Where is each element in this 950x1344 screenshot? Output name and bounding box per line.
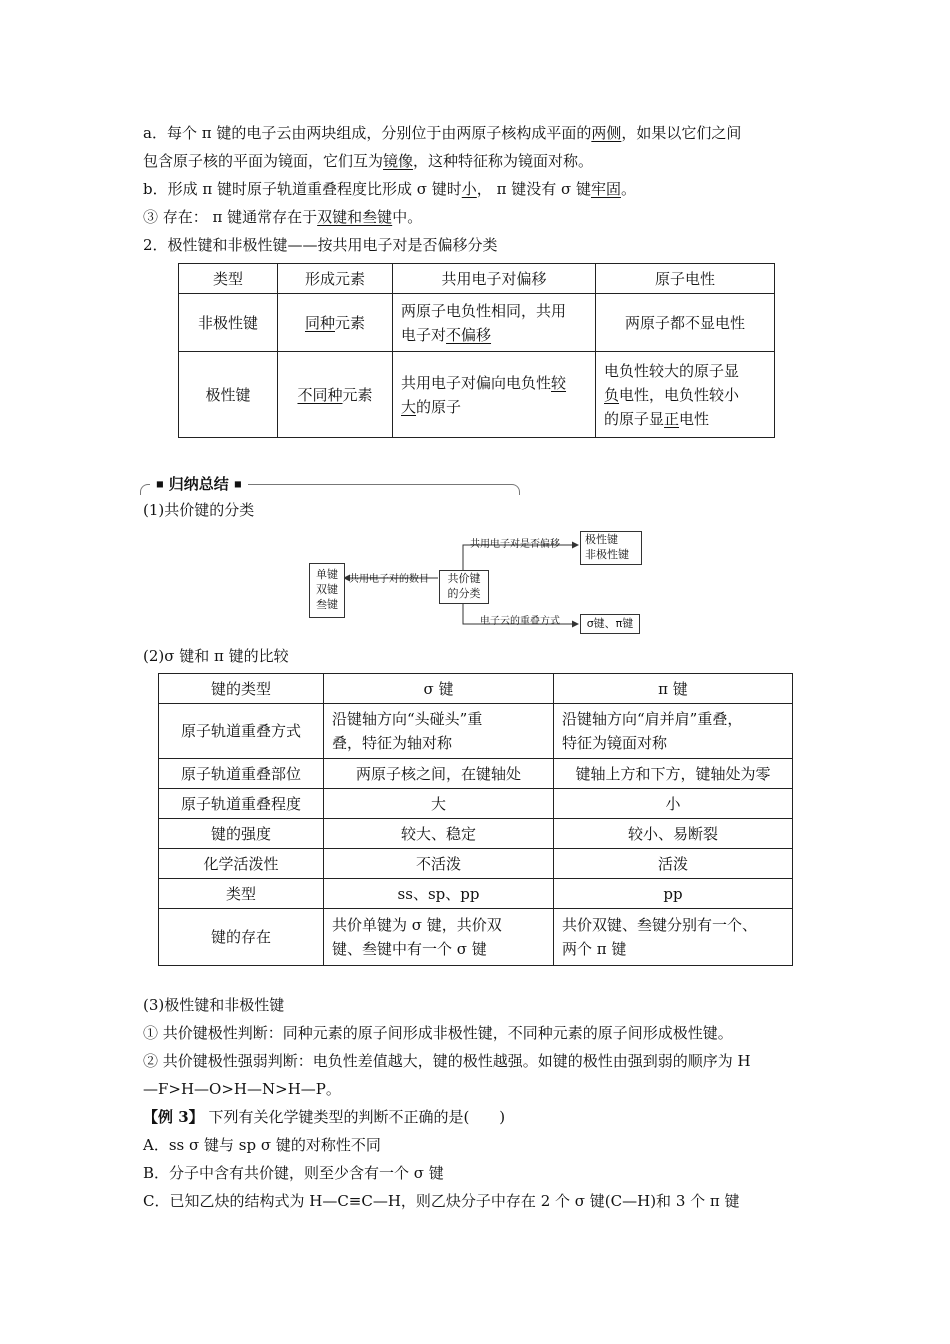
t2-row-key: 原子轨道重叠部位 [159,759,324,789]
t2-row-sigma: 共价单键为 σ 键，共价双 键、叁键中有一个 σ 键 [324,909,554,966]
diagram-label-left: 共用电子对的数目 [349,574,429,585]
example-question: 【例 3】 下列有关化学键类型的判断不正确的是( ) [143,1108,506,1126]
diagram-box-center: 共价键 的分类 [439,570,489,604]
t2-row-pi: 较小、易断裂 [554,819,793,849]
t2-row-pi: 沿键轴方向“肩并肩”重叠， 特征为镜面对称 [554,704,793,759]
t2-header-kind: 键的类型 [159,674,324,704]
t2-row-pi: 小 [554,789,793,819]
summary-s3b-line2: —F>H—O>H—N>H—P。 [143,1080,341,1098]
t1-header-type: 类型 [179,264,278,294]
diagram-box-top: 极性键 非极性键 [580,531,642,565]
diagram-box-left: 单键 双键 叁键 [309,563,345,618]
summary-title: ■ 归纳总结 ■ [150,474,248,495]
t2-header-sigma: σ 键 [324,674,554,704]
t2-row-key: 键的存在 [159,909,324,966]
diagram-label-bottom: 电子云的重叠方式 [480,616,560,627]
t1-r2-type: 极性键 [179,352,278,438]
para-b: b．形成 π 键时原子轨道重叠程度比形成 σ 键时小， π 键没有 σ 键牢固。 [143,180,636,198]
t2-row-key: 化学活泼性 [159,849,324,879]
summary-s3: (3)极性键和非极性键 [143,996,285,1014]
t1-r2-elem: 不同种元素 [278,352,393,438]
diagram-label-top: 共用电子对是否偏移 [470,539,560,550]
diagram-box-bottom: σ键、π键 [580,614,640,634]
t1-r1-type: 非极性键 [179,294,278,352]
polarity-table [178,263,775,438]
para-a-line2: 包含原子核的平面为镜面，它们互为镜像，这种特征称为镜面对称。 [143,152,594,170]
example-option-a: A．ss σ 键与 sp σ 键的对称性不同 [143,1136,381,1154]
t2-row-pi: pp [554,879,793,909]
t1-r1-shift: 两原子电负性相同，共用 电子对不偏移 [393,294,596,352]
t2-row-key: 键的强度 [159,819,324,849]
t2-row-pi: 活泼 [554,849,793,879]
para-d: 2．极性键和非极性键——按共用电子对是否偏移分类 [143,236,498,254]
summary-s3b-line1: ② 共价键极性强弱判断：电负性差值越大，键的极性越强。如键的极性由强到弱的顺序为 H [143,1052,751,1070]
example-option-c: C．已知乙炔的结构式为 H—C≡C—H，则乙炔分子中存在 2 个 σ 键(C—H)和 3 个 π 键 [143,1192,740,1210]
t1-r1-charge: 两原子都不显电性 [596,294,775,352]
para-a-line1: a．每个 π 键的电子云由两块组成，分别位于由两原子核构成平面的两侧，如果以它们之间 [143,124,742,142]
example-option-b: B．分子中含有共价键，则至少含有一个 σ 键 [143,1164,444,1182]
t1-header-elem: 形成元素 [278,264,393,294]
t2-row-sigma: 大 [324,789,554,819]
t2-header-pi: π 键 [554,674,793,704]
para-c: ③ 存在： π 键通常存在于双键和叁键中。 [143,208,423,226]
t2-row-sigma: 两原子核之间，在键轴处 [324,759,554,789]
summary-s2: (2)σ 键和 π 键的比较 [143,647,289,665]
t2-row-key: 原子轨道重叠程度 [159,789,324,819]
summary-s1: (1)共价键的分类 [143,501,255,519]
t1-r2-shift: 共用电子对偏向电负性较 大的原子 [393,352,596,438]
t2-row-pi: 键轴上方和下方，键轴处为零 [554,759,793,789]
t1-r1-elem: 同种元素 [278,294,393,352]
t1-header-shift: 共用电子对偏移 [393,264,596,294]
t2-row-key: 原子轨道重叠方式 [159,704,324,759]
sigma-pi-table [158,673,793,966]
t1-r2-charge: 电负性较大的原子显 负电性，电负性较小 的原子显正电性 [596,352,775,438]
t2-row-pi: 共价双键、叁键分别有一个、 两个 π 键 [554,909,793,966]
t2-row-sigma: 较大、稳定 [324,819,554,849]
example-tag: 【例 3】 [143,1108,204,1126]
t2-row-sigma: ss、sp、pp [324,879,554,909]
t2-row-sigma: 沿键轴方向“头碰头”重 叠，特征为轴对称 [324,704,554,759]
t2-row-key: 类型 [159,879,324,909]
summary-header [140,474,520,494]
t1-header-charge: 原子电性 [596,264,775,294]
summary-s3a: ① 共价键极性判断：同种元素的原子间形成非极性键，不同种元素的原子间形成极性键。 [143,1024,733,1042]
t2-row-sigma: 不活泼 [324,849,554,879]
